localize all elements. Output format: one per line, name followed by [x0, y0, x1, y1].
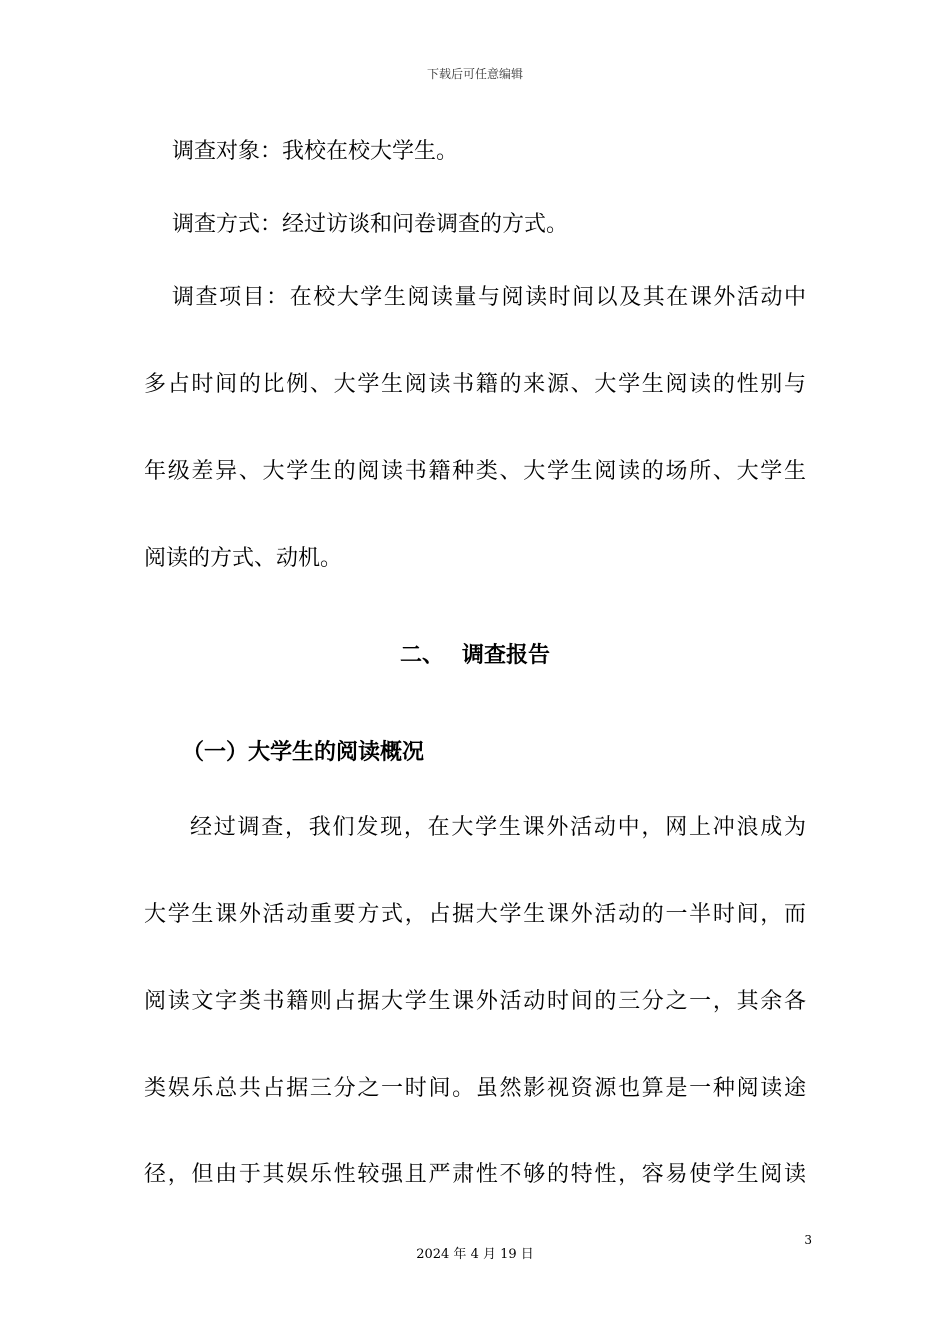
survey-items-line: 多占时间的比例、大学生阅读书籍的来源、大学生阅读的性别与 — [144, 372, 806, 397]
survey-items-line: 调查项目：在校大学生阅读量与阅读时间以及其在课外活动中 — [172, 285, 806, 310]
body-paragraph-line: 大学生课外活动重要方式，占据大学生课外活动的一半时间，而 — [144, 902, 806, 927]
survey-method-line: 调查方式：经过访谈和问卷调查的方式。 — [172, 212, 569, 237]
page-number: 3 — [804, 1233, 812, 1247]
survey-items-line: 阅读的方式、动机。 — [144, 546, 343, 571]
footer-date: 2024 年 4 月 19 日 — [416, 1247, 534, 1262]
body-paragraph-line: 径，但由于其娱乐性较强且严肃性不够的特性，容易使学生阅读 — [144, 1162, 806, 1187]
survey-target-line: 调查对象：我校在校大学生。 — [172, 139, 459, 164]
survey-items-line: 年级差异、大学生的阅读书籍种类、大学生阅读的场所、大学生 — [144, 459, 806, 484]
section-heading-number: 二、 — [399, 643, 444, 668]
section-heading — [0, 641, 950, 671]
header-note: 下载后可任意编辑 — [426, 67, 523, 81]
body-paragraph-line: 经过调查，我们发现，在大学生课外活动中，网上冲浪成为 — [190, 815, 806, 840]
subsection-heading: （一）大学生的阅读概况 — [182, 740, 425, 765]
body-paragraph-line: 阅读文字类书籍则占据大学生课外活动时间的三分之一，其余各 — [144, 989, 806, 1014]
section-heading-title: 调查报告 — [462, 643, 551, 668]
body-paragraph-line: 类娱乐总共占据三分之一时间。虽然影视资源也算是一种阅读途 — [144, 1076, 806, 1101]
